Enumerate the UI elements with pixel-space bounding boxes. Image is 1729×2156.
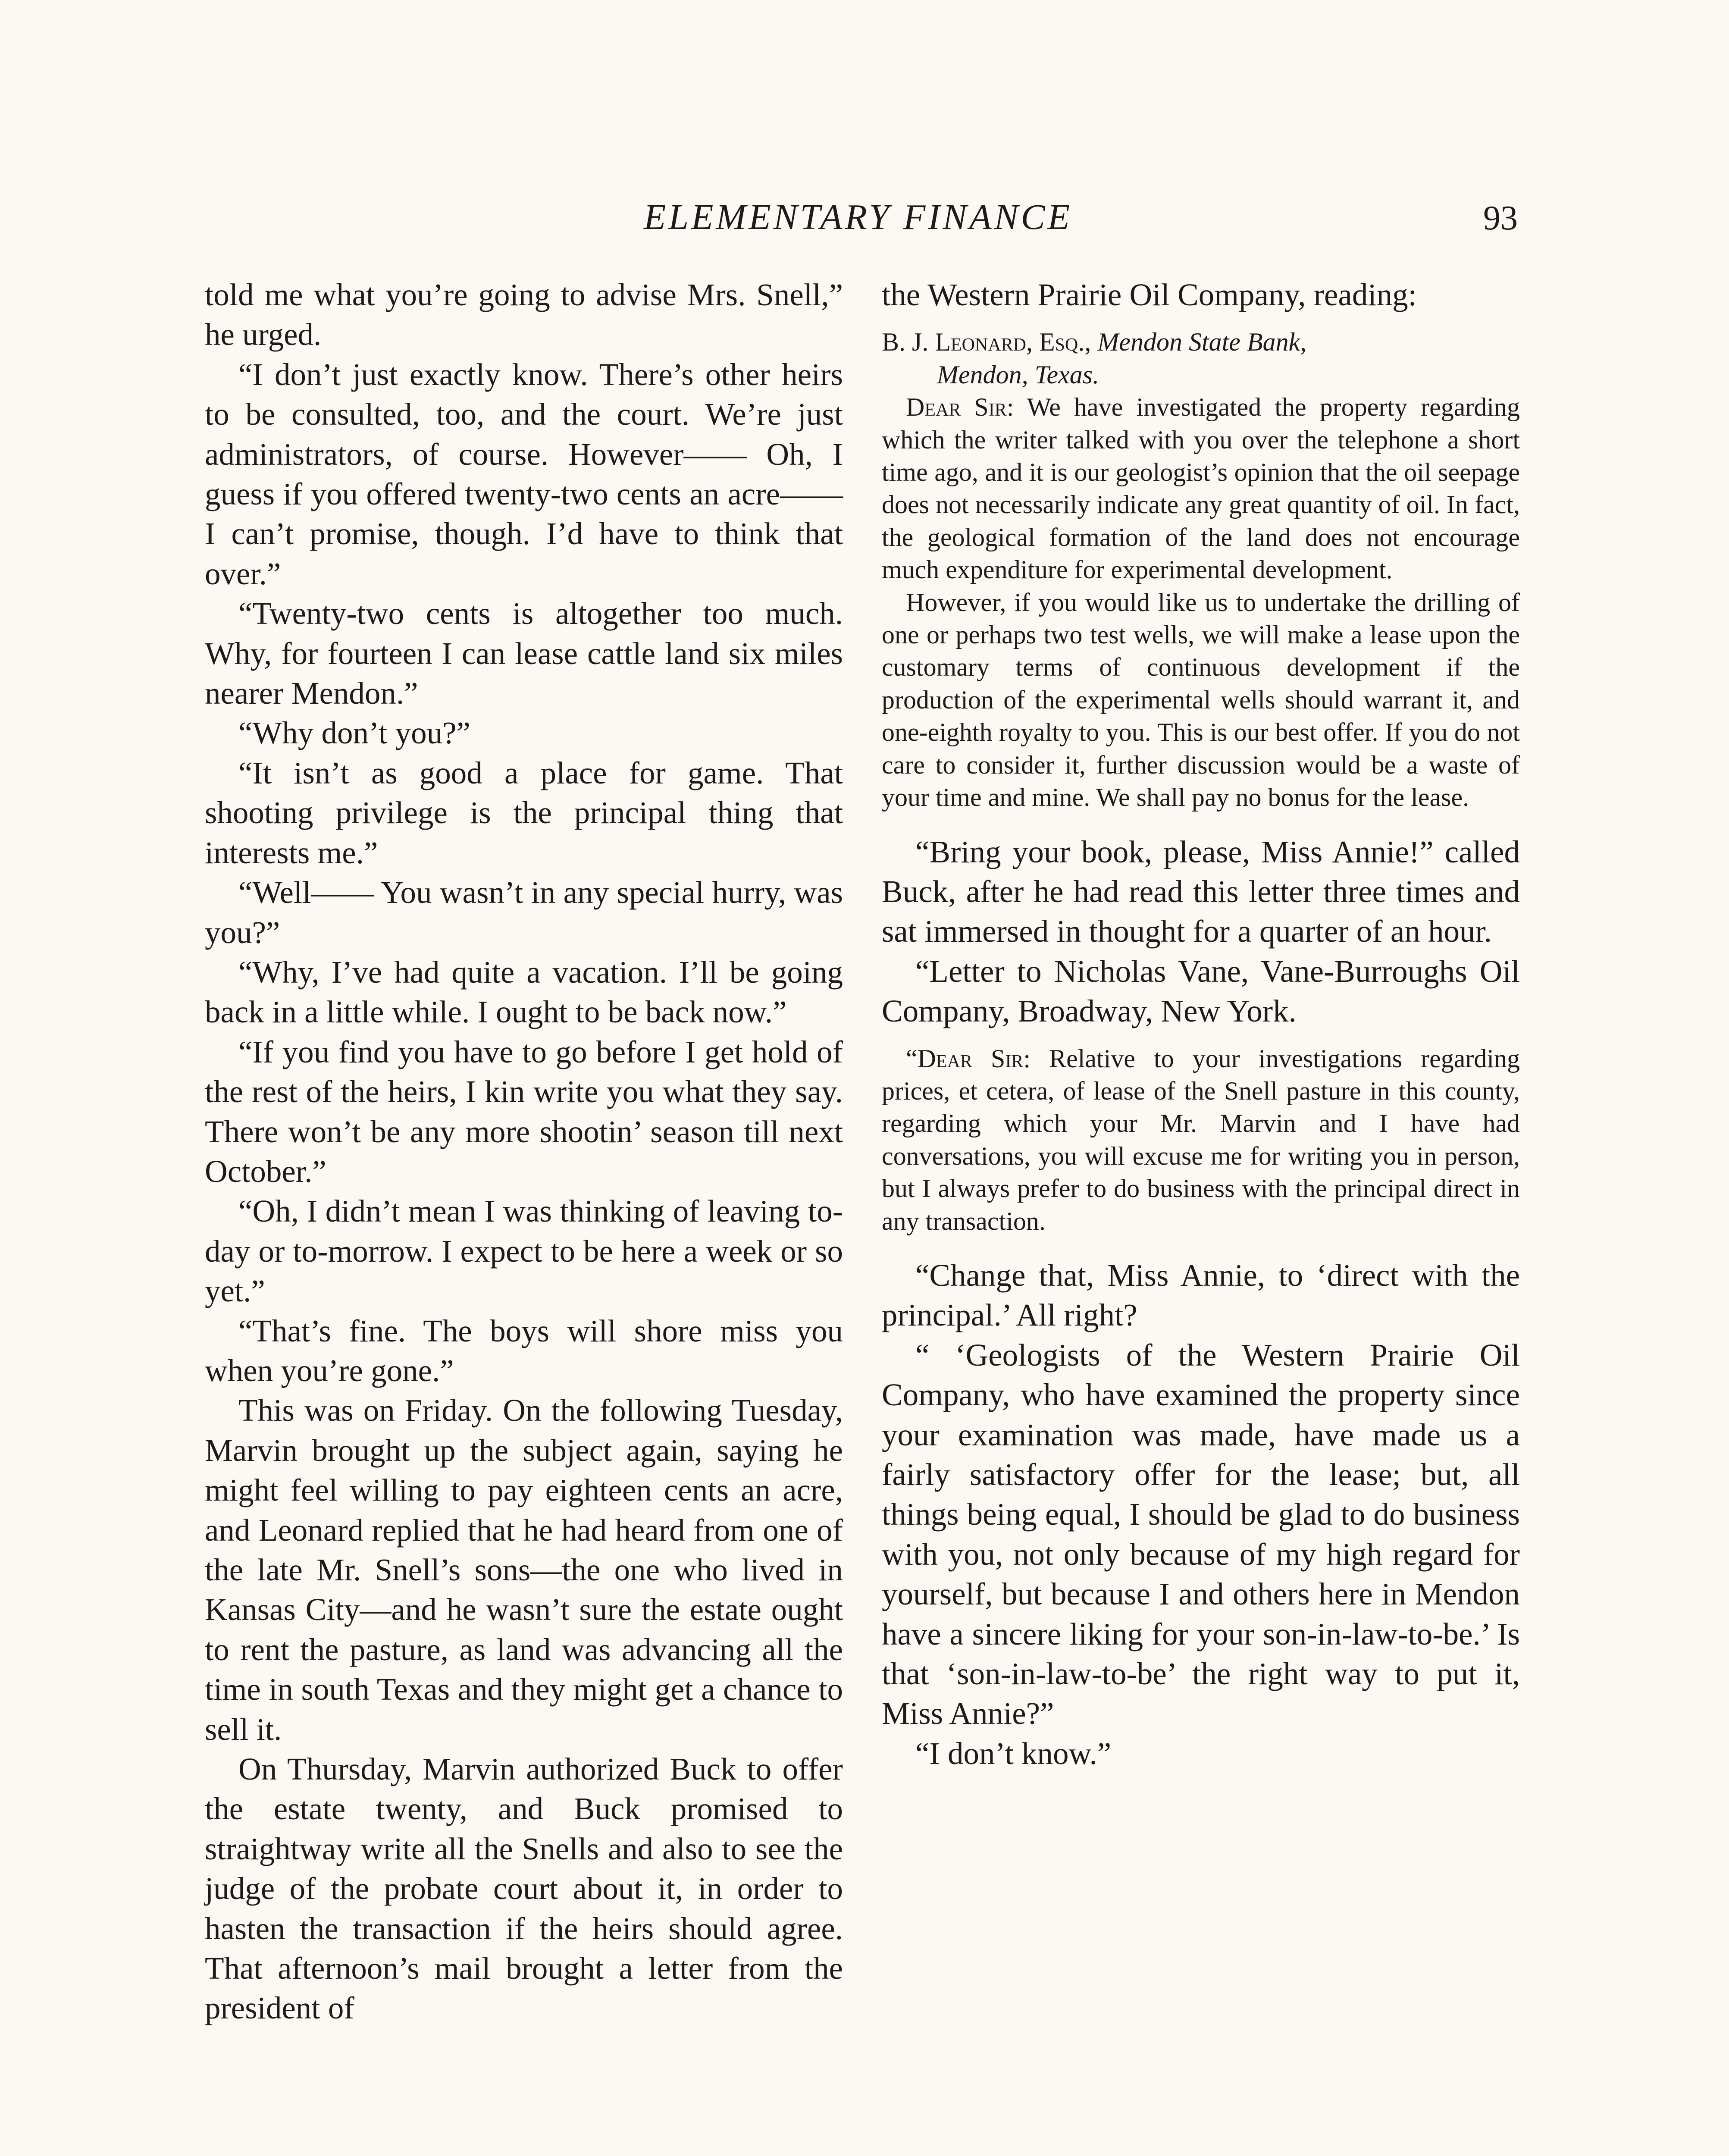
paragraph: “If you find you have to go before I get hold of the rest of the heirs, I kin write you what they say. There won’t be any more shootin’ season till next October.” bbox=[205, 1034, 843, 1189]
letter-salutation: Dear Sir: bbox=[906, 393, 1014, 422]
paragraph: told me what you’re going to advise Mrs. Snell,” he urged. bbox=[205, 277, 843, 352]
paragraph: “Change that, Miss Annie, to ‘direct with the principal.’ All right? bbox=[882, 1257, 1520, 1333]
paragraph: “Oh, I didn’t mean I was thinking of leaving to-day or to-morrow. I expect to be here a week or so yet.” bbox=[205, 1194, 843, 1309]
paragraph: “I don’t just exactly know. There’s other heirs to be consulted, too, and the court. We’re just administrators, of course. However—— Oh, I guess if you offered twenty-two cents an acre—— I can’t promise, though. I’d have to think that over.” bbox=[205, 357, 843, 591]
paragraph: “I don’t know.” bbox=[915, 1736, 1112, 1771]
letter-paragraph: However, if you would like us to undertake the drilling of one or perhaps two test wells, we will make a lease upon the customary terms of continuous development if the production of the experimental wells should warrant it, and one-eighth royalty to you. This is our best offer. If you do not care to consider it, further discussion would be a waste of your time and mine. We shall pay no bonus for the lease. bbox=[882, 588, 1520, 812]
letter-paragraph: We have investigated the property regarding which the writer talked with you over the telephone a short time ago, and it is our geologist’s opinion that the oil seepage does not necessarily indicate any great quantity of oil. In fact, the geological formation of the land does not encourage much expenditure for experimental development. bbox=[882, 393, 1520, 584]
letter-body bbox=[882, 391, 1520, 814]
paragraph: “Why don’t you?” bbox=[238, 715, 470, 751]
left-column bbox=[205, 275, 843, 2028]
paragraph: “Bring your book, please, Miss Annie!” called Buck, after he had read this letter three times and sat immersed in thought for a quarter of an hour. bbox=[882, 834, 1520, 949]
running-title: ELEMENTARY FINANCE bbox=[644, 197, 1072, 237]
letter-paragraph: Relative to your investigations regarding prices, et cetera, of lease of the Snell pasture in this county, regarding which your Mr. Marvin and I have had conversations, you will excuse me for writing you in person, but I always prefer to do business with the principal direct in any transaction. bbox=[882, 1044, 1520, 1235]
page-number: 93 bbox=[1483, 199, 1518, 237]
page-header bbox=[0, 196, 1729, 244]
letter-address bbox=[882, 326, 1520, 391]
addressee-name: B. J. Leonard, Esq., bbox=[882, 328, 1091, 357]
letter-body bbox=[882, 1043, 1520, 1238]
paragraph: the Western Prairie Oil Company, reading: bbox=[882, 277, 1417, 312]
paragraph: “ ‘Geologists of the Western Prairie Oil Company, who have examined the property since your examination was made, have made us a fairly satisfactory offer for the lease; but, all things being equal, I should be glad to do business with you, not only because of my high regard for yourself, but because I and others here in Mendon have a sincere liking for your son-in-law-to-be.’ Is that ‘son-in-law-to-be’ the right way to put it, Miss Annie?” bbox=[882, 1337, 1520, 1731]
addressee-bank: Mendon State Bank, bbox=[1097, 328, 1307, 357]
letter-salutation: “Dear Sir: bbox=[906, 1044, 1031, 1073]
addressee-city: Mendon, Texas. bbox=[937, 360, 1099, 389]
paragraph: “That’s fine. The boys will shore miss you when you’re gone.” bbox=[205, 1313, 843, 1388]
paragraph: This was on Friday. On the following Tuesday, Marvin brought up the subject again, saying he might feel willing to pay eighteen cents an acre, and Leonard replied that he had heard from one of the late Mr. Snell’s sons—the one who lived in Kansas City—and he wasn’t sure the estate ought to rent the pasture, as land was advancing all the time in south Texas and they might get a chance to sell it. bbox=[205, 1393, 843, 1747]
paragraph: “Letter to Nicholas Vane, Vane-Burroughs Oil Company, Broadway, New York. bbox=[882, 953, 1520, 1029]
paragraph: “Well—— You wasn’t in any special hurry, was you?” bbox=[205, 875, 843, 950]
right-column bbox=[882, 275, 1520, 1774]
paragraph: “Twenty-two cents is altogether too much. Why, for fourteen I can lease cattle land six miles nearer Mendon.” bbox=[205, 596, 843, 711]
paragraph: On Thursday, Marvin authorized Buck to offer the estate twenty, and Buck promised to straightway write all the Snells and also to see the judge of the probate court about it, in order to hasten the transaction if the heirs should agree. That afternoon’s mail brought a letter from the president of bbox=[205, 1752, 843, 2026]
paragraph: “It isn’t as good a place for game. That shooting privilege is the principal thing that interests me.” bbox=[205, 755, 843, 870]
paragraph: “Why, I’ve had quite a vacation. I’ll be going back in a little while. I ought to be back now.” bbox=[205, 954, 843, 1030]
